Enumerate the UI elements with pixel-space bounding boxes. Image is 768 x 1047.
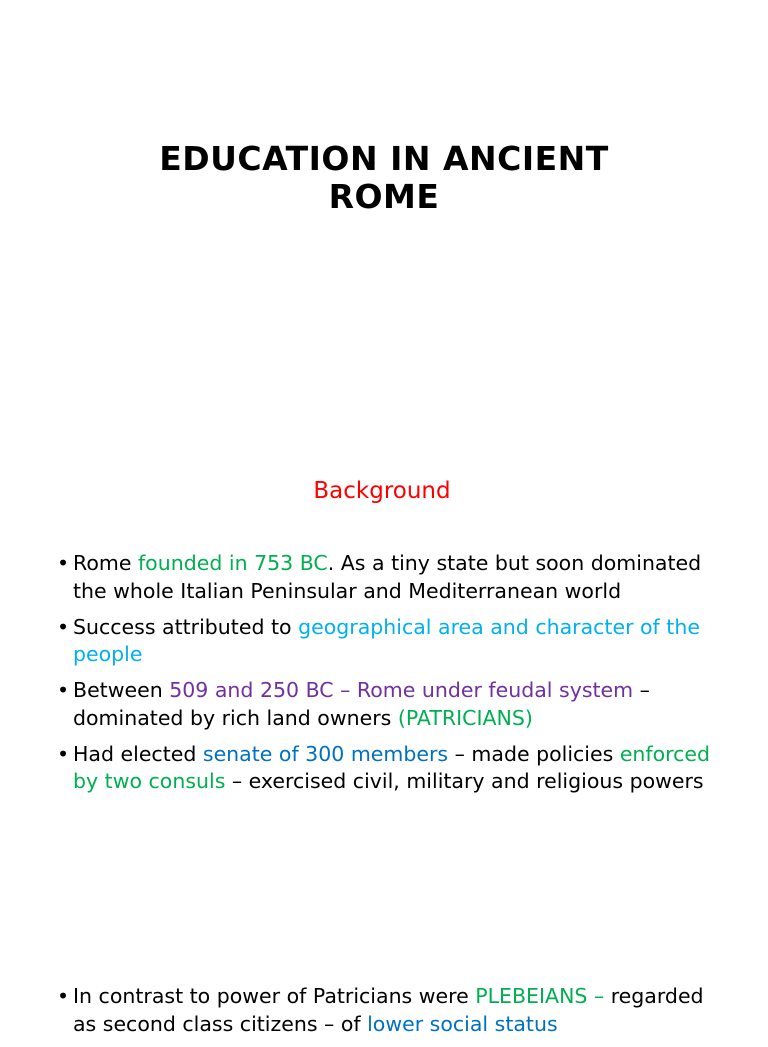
- bullet-dot: •: [57, 678, 70, 702]
- bullet-text: In contrast to power of Patricians were: [73, 984, 476, 1008]
- bullet-text: Between: [73, 678, 170, 702]
- bullet-text-highlight: senate of 300 members: [202, 741, 449, 766]
- bullet-text: – made policies: [448, 741, 620, 766]
- bullet-text: – exercised civil, military and religious powers: [225, 769, 704, 793]
- bullet-item: [57, 550, 717, 605]
- bullet-text: Rome: [73, 551, 138, 575]
- bullet-text: regarded as second class citizens – of: [73, 984, 704, 1036]
- slide-title-line-2: ROME: [328, 177, 440, 216]
- bullet-list: [57, 550, 717, 804]
- section-heading: Background: [313, 478, 451, 504]
- bullet-item: [57, 614, 717, 669]
- bullet-text: . As a tiny state but soon dominated the whole Italian Peninsular and Mediterranean world: [73, 551, 702, 603]
- bullet-dot: •: [57, 614, 70, 639]
- bullet-list-continued: [57, 983, 717, 1047]
- bullet-item: [57, 741, 717, 796]
- bullet-item: [57, 983, 717, 1038]
- bullet-text: – dominated by rich land owners: [73, 678, 650, 730]
- bullet-text-highlight: geographical area and character of the people: [73, 614, 700, 666]
- bullet-text-highlight: lower social status: [367, 1011, 558, 1036]
- bullet-dot: •: [57, 741, 70, 766]
- bullet-text-highlight: enforced by two consuls: [73, 741, 711, 793]
- bullet-text-highlight: 509 and 250 BC – Rome under feudal system: [169, 678, 634, 702]
- bullet-dot: •: [57, 551, 70, 575]
- bullet-text: Success attributed to: [73, 614, 299, 639]
- bullet-item: [57, 677, 717, 732]
- bullet-text-highlight: (PATRICIANS): [397, 705, 533, 730]
- bullet-text-highlight: founded in 753 BC: [137, 551, 328, 575]
- slide-title-line-1: EDUCATION IN ANCIENT: [159, 139, 609, 178]
- bullet-text-highlight: PLEBEIANS –: [475, 984, 605, 1008]
- bullet-text: Had elected: [73, 741, 203, 766]
- bullet-dot: •: [57, 984, 70, 1008]
- slide-title: [0, 140, 768, 216]
